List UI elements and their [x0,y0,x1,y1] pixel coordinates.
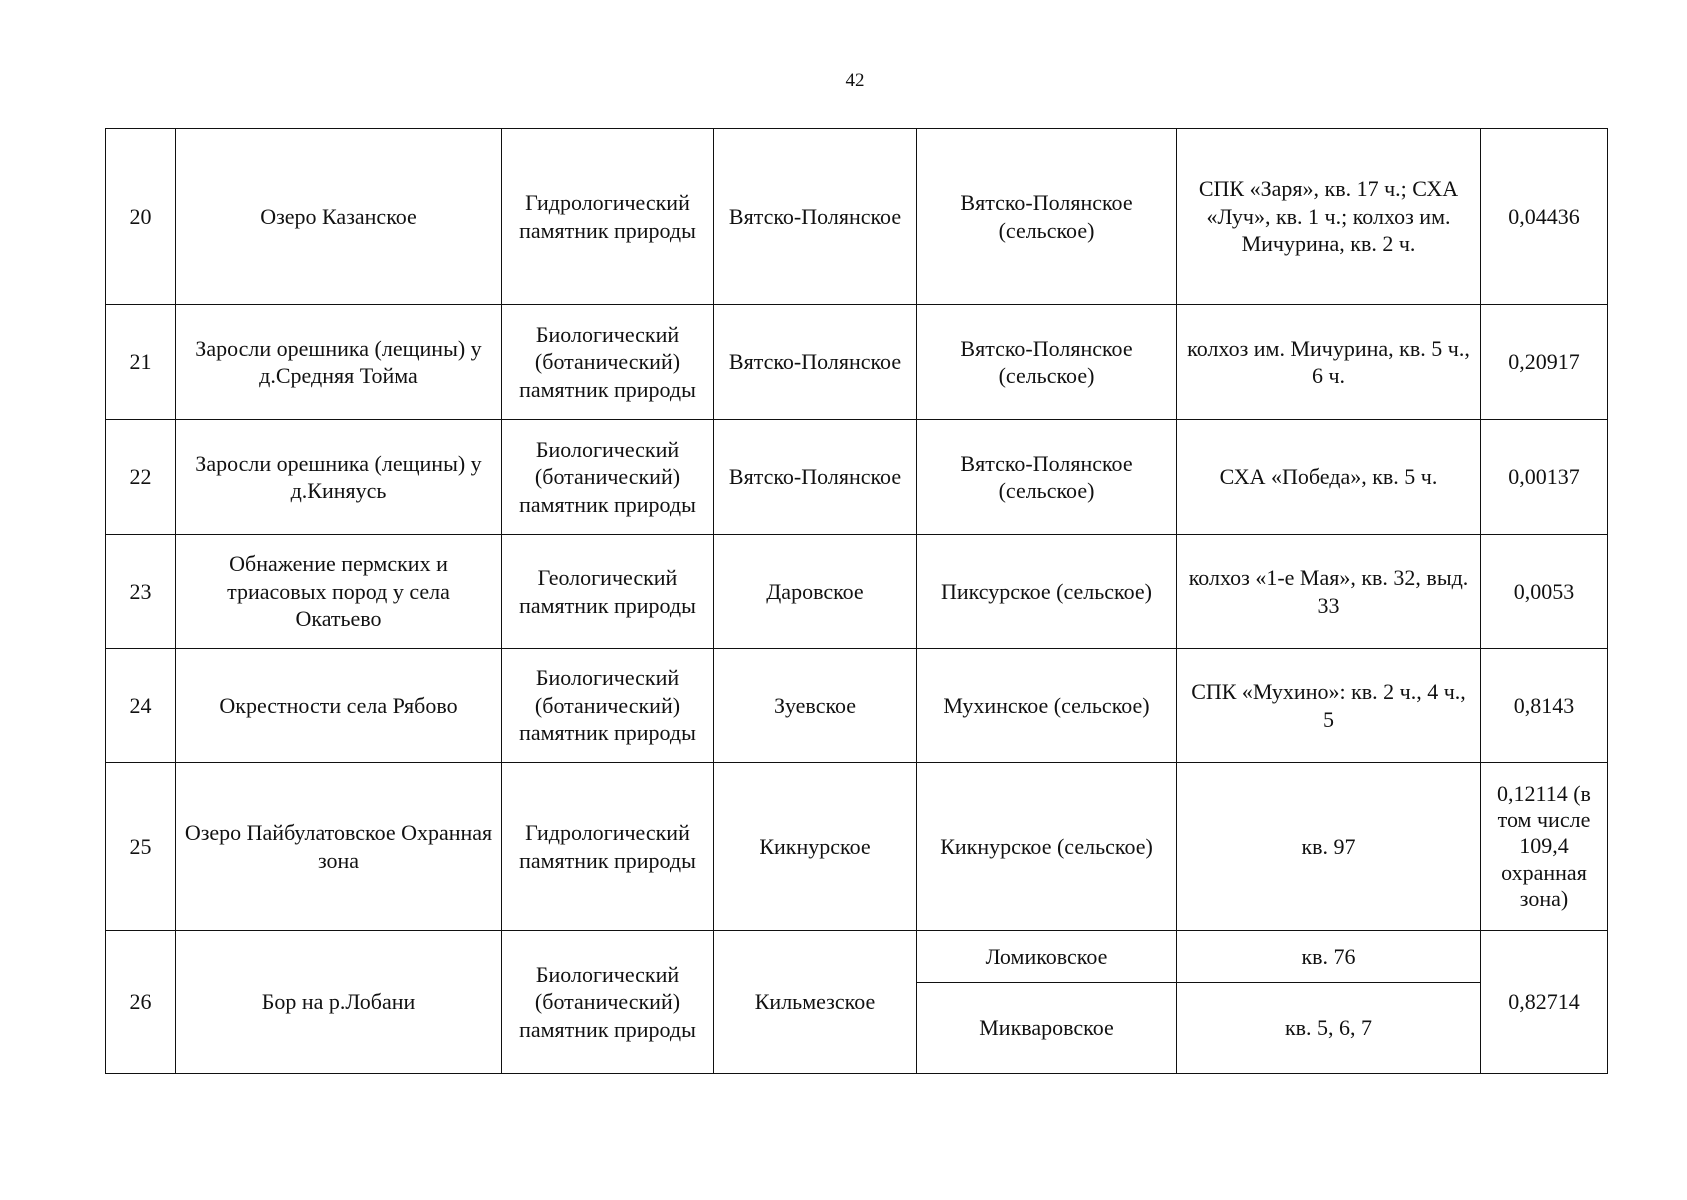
table-row [106,305,1608,420]
area: 0,8143 [1481,649,1608,763]
area: 0,82714 [1481,931,1608,1074]
area: 0,0053 [1481,535,1608,649]
district: Вятско-Полянское [714,305,917,420]
object-type: Биологический (ботанический) памятник природы [502,420,714,535]
object-type: Гидрологический памятник природы [502,129,714,305]
district: Даровское [714,535,917,649]
object-name: Обнажение пермских и триасовых пород у села Окатьево [176,535,502,649]
location: кв. 76 [1177,931,1481,983]
settlement: Кикнурское (сельское) [917,763,1177,931]
location: колхоз им. Мичурина, кв. 5 ч., 6 ч. [1177,305,1481,420]
location: СХА «Победа», кв. 5 ч. [1177,420,1481,535]
table-row [106,931,1608,983]
table-row [106,535,1608,649]
row-number: 24 [106,649,176,763]
page-number: 42 [845,70,865,91]
table-row [106,420,1608,535]
object-name: Бор на р.Лобани [176,931,502,1074]
area: 0,20917 [1481,305,1608,420]
object-type: Биологический (ботанический) памятник природы [502,305,714,420]
object-name: Заросли орешника (лещины) у д.Киняусь [176,420,502,535]
area: 0,12114 (в том числе 109,4 охранная зона) [1481,763,1608,931]
object-type: Геологический памятник природы [502,535,714,649]
location: СПК «Мухино»: кв. 2 ч., 4 ч., 5 [1177,649,1481,763]
row-number: 20 [106,129,176,305]
object-type: Гидрологический памятник природы [502,763,714,931]
district: Зуевское [714,649,917,763]
district: Кикнурское [714,763,917,931]
row-number: 26 [106,931,176,1074]
object-name: Озеро Пайбулатовское Охранная зона [176,763,502,931]
object-type: Биологический (ботанический) памятник природы [502,931,714,1074]
protected-areas-table [105,128,1608,1074]
settlement: Вятско-Полянское (сельское) [917,305,1177,420]
row-number: 22 [106,420,176,535]
area: 0,04436 [1481,129,1608,305]
district: Вятско-Полянское [714,129,917,305]
object-name: Окрестности села Рябово [176,649,502,763]
location: СПК «Заря», кв. 17 ч.; СХА «Луч», кв. 1 ч.; колхоз им. Мичурина, кв. 2 ч. [1177,129,1481,305]
row-number: 23 [106,535,176,649]
district: Вятско-Полянское [714,420,917,535]
district: Кильмезское [714,931,917,1074]
location: колхоз «1-е Мая», кв. 32, выд. 33 [1177,535,1481,649]
area: 0,00137 [1481,420,1608,535]
settlement: Вятско-Полянское (сельское) [917,420,1177,535]
settlement: Мухинское (сельское) [917,649,1177,763]
table-row [106,763,1608,931]
table-row [106,649,1608,763]
object-type: Биологический (ботанический) памятник природы [502,649,714,763]
settlement: Вятско-Полянское (сельское) [917,129,1177,305]
settlement: Ломиковское [917,931,1177,983]
object-name: Озеро Казанское [176,129,502,305]
row-number: 21 [106,305,176,420]
settlement: Микваровское [917,983,1177,1074]
settlement: Пиксурское (сельское) [917,535,1177,649]
location: кв. 5, 6, 7 [1177,983,1481,1074]
location: кв. 97 [1177,763,1481,931]
table-row [106,129,1608,305]
row-number: 25 [106,763,176,931]
object-name: Заросли орешника (лещины) у д.Средняя Тойма [176,305,502,420]
